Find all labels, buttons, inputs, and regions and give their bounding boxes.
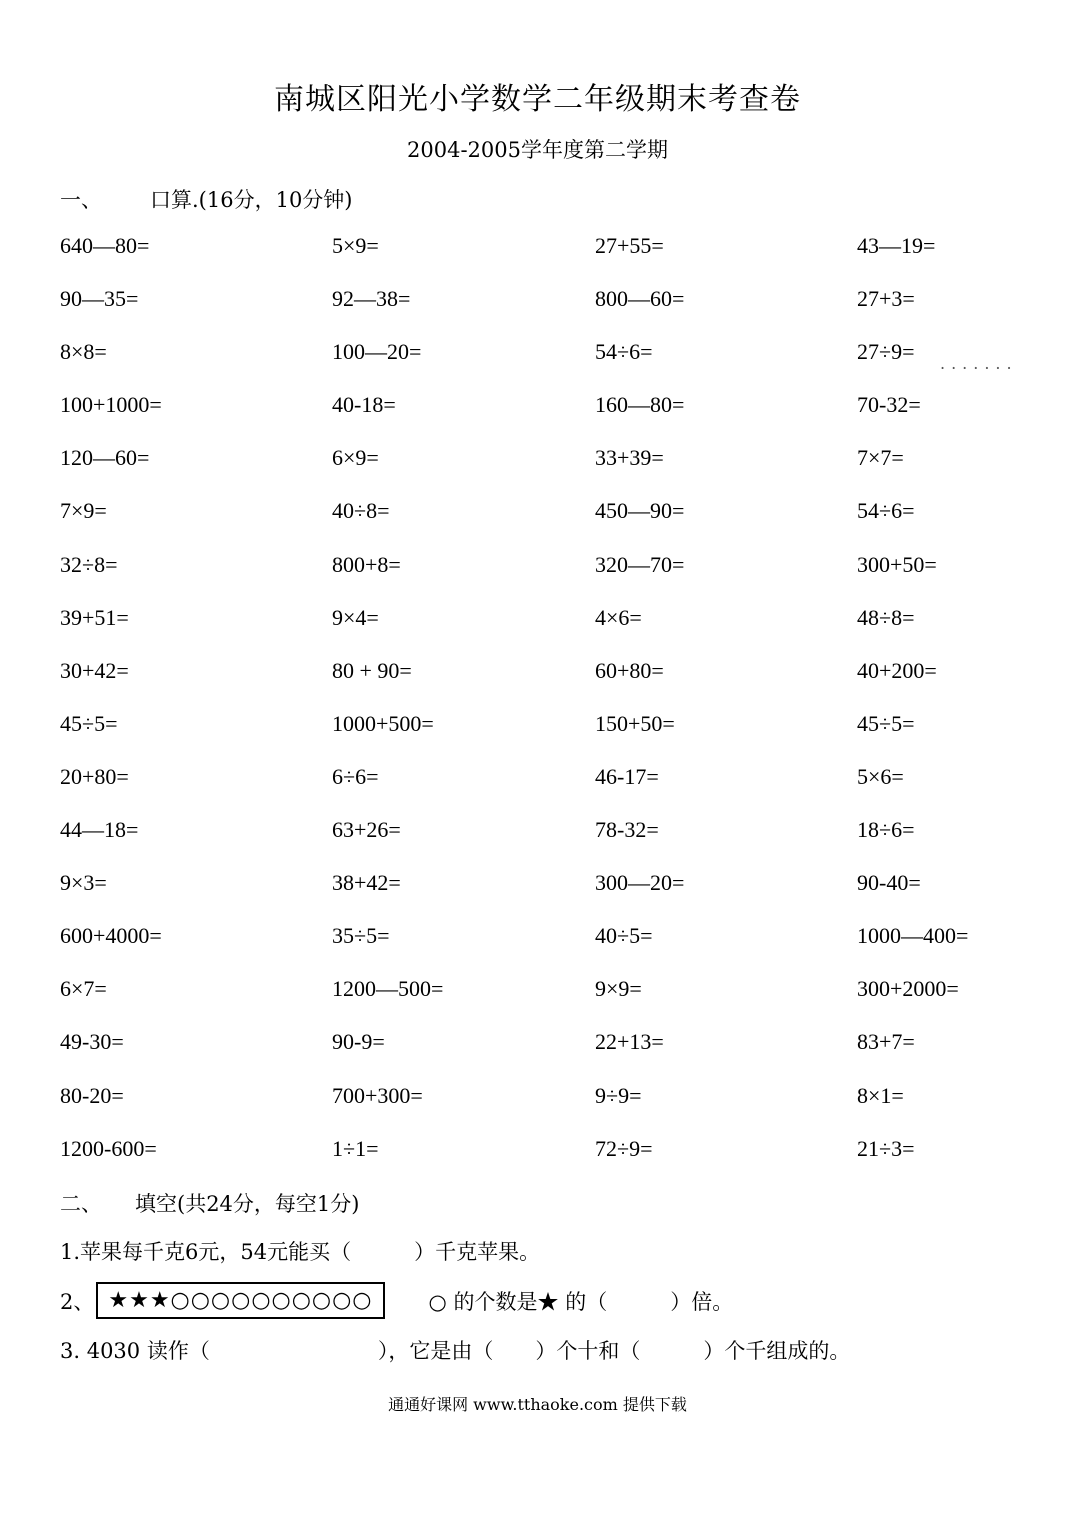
problem-cell: 49-30= xyxy=(60,1029,124,1055)
problem-cell: 46-17= xyxy=(595,763,659,789)
problem-cell: 7×7= xyxy=(857,445,904,471)
problem-cell: 45÷5= xyxy=(857,710,915,736)
problem-cell: 5×9= xyxy=(332,233,379,258)
problem-row xyxy=(60,1136,1050,1189)
problem-cell: 63+26= xyxy=(332,817,401,843)
problem-cell: 6×7= xyxy=(60,976,107,1002)
problem-row xyxy=(60,658,1050,711)
problem-row xyxy=(60,976,1050,1029)
section-1-heading xyxy=(60,184,353,214)
problem-cell: 83+7= xyxy=(857,1029,915,1055)
problem-cell: 27+3= xyxy=(857,286,915,312)
problem-cell: 27÷9= xyxy=(857,339,915,365)
arithmetic-grid xyxy=(60,233,1050,1189)
problem-cell: 30+42= xyxy=(60,657,129,683)
problem-row xyxy=(60,498,1050,551)
section-2-number: 二、 xyxy=(60,1192,102,1216)
problem-row xyxy=(60,339,1050,392)
problem-cell: 8×1= xyxy=(857,1082,904,1108)
problem-cell: 150+50= xyxy=(595,710,675,736)
section-1-number: 一、 xyxy=(60,188,102,212)
problem-row xyxy=(60,923,1050,976)
problem-cell: 40+200= xyxy=(857,657,937,683)
problem-cell: 44—18= xyxy=(60,817,139,843)
problem-cell: 6×9= xyxy=(332,445,379,471)
problem-cell: 700+300= xyxy=(332,1082,423,1108)
problem-row xyxy=(60,605,1050,658)
problem-cell: 450—90= xyxy=(595,498,685,524)
question-2-text: ○ 的个数是★ 的（ ）倍。 xyxy=(428,1289,734,1314)
problem-row xyxy=(60,1083,1050,1136)
problem-cell: 32÷8= xyxy=(60,551,118,577)
problem-cell: 640—80= xyxy=(60,233,150,258)
problem-cell: 48÷8= xyxy=(857,604,915,630)
problem-cell: 1000—400= xyxy=(857,923,969,949)
problem-cell: 1200—500= xyxy=(332,976,444,1002)
problem-cell: 40÷5= xyxy=(595,923,653,949)
problem-cell: 9×9= xyxy=(595,976,642,1002)
section-1-label: 口算.(16分，10分钟) xyxy=(150,188,353,212)
problem-cell: 39+51= xyxy=(60,604,129,630)
problem-cell: 100—20= xyxy=(332,339,422,365)
problem-cell: 90-9= xyxy=(332,1029,385,1055)
problem-row xyxy=(60,870,1050,923)
problem-cell: 40÷8= xyxy=(332,498,390,524)
problem-cell: 9×4= xyxy=(332,604,379,630)
problem-row xyxy=(60,711,1050,764)
problem-cell: 1÷1= xyxy=(332,1135,379,1161)
problem-cell: 8×8= xyxy=(60,339,107,365)
problem-cell: 800—60= xyxy=(595,286,685,312)
problem-cell: 600+4000= xyxy=(60,923,162,949)
problem-cell: 300+50= xyxy=(857,551,937,577)
problem-cell: 60+80= xyxy=(595,657,664,683)
problem-cell: 120—60= xyxy=(60,445,150,471)
problem-cell: 92—38= xyxy=(332,286,411,312)
problem-cell: 70-32= xyxy=(857,392,921,418)
problem-cell: 54÷6= xyxy=(857,498,915,524)
problem-cell: 1000+500= xyxy=(332,710,434,736)
problem-cell: 800+8= xyxy=(332,551,401,577)
problem-cell: 100+1000= xyxy=(60,392,162,418)
symbol-box: ★★★○○○○○○○○○○ xyxy=(96,1282,384,1319)
footer-credit: 通通好课网 www.tthaoke.com 提供下载 xyxy=(388,1395,687,1414)
question-3: 3. 4030 读作（ ），它是由（ ）个十和（ ）个千组成的。 xyxy=(60,1339,851,1363)
problem-cell: 80 + 90= xyxy=(332,657,412,683)
problem-cell: 22+13= xyxy=(595,1029,664,1055)
problem-cell: 5×6= xyxy=(857,763,904,789)
problem-cell: 7×9= xyxy=(60,498,107,524)
problem-cell: 72÷9= xyxy=(595,1135,653,1161)
page-subtitle: 2004-2005学年度第二学期 xyxy=(407,138,668,162)
problem-cell: 300—20= xyxy=(595,870,685,896)
problem-row xyxy=(60,817,1050,870)
problem-cell: 6÷6= xyxy=(332,763,379,789)
problem-cell: 21÷3= xyxy=(857,1135,915,1161)
problem-cell: 80-20= xyxy=(60,1082,124,1108)
problem-row xyxy=(60,764,1050,817)
question-2-prefix: 2、 xyxy=(60,1289,95,1314)
problem-cell: 300+2000= xyxy=(857,976,959,1002)
problem-cell: 38+42= xyxy=(332,870,401,896)
problem-row xyxy=(60,445,1050,498)
problem-row xyxy=(60,552,1050,605)
problem-cell: 9×3= xyxy=(60,870,107,896)
problem-cell: 9÷9= xyxy=(595,1082,642,1108)
problem-cell: 27+55= xyxy=(595,233,664,258)
problem-cell: 43—19= xyxy=(857,233,936,258)
page-title: 南城区阳光小学数学二年级期末考查卷 xyxy=(274,82,801,117)
problem-cell: 20+80= xyxy=(60,763,129,789)
problem-cell: 90—35= xyxy=(60,286,139,312)
problem-cell: 33+39= xyxy=(595,445,664,471)
problem-cell: 54÷6= xyxy=(595,339,653,365)
question-1: 1.苹果每千克6元，54元能买（ ）千克苹果。 xyxy=(60,1240,541,1264)
problem-row xyxy=(60,286,1050,339)
problem-cell: 160—80= xyxy=(595,392,685,418)
section-2-label: 填空(共24分，每空1分) xyxy=(135,1192,360,1216)
problem-cell: 4×6= xyxy=(595,604,642,630)
problem-cell: 35÷5= xyxy=(332,923,390,949)
dotted-leader: ....... xyxy=(940,354,1018,373)
problem-cell: 90-40= xyxy=(857,870,921,896)
problem-cell: 78-32= xyxy=(595,817,659,843)
problem-cell: 45÷5= xyxy=(60,710,118,736)
problem-cell: 320—70= xyxy=(595,551,685,577)
problem-cell: 18÷6= xyxy=(857,817,915,843)
question-2 xyxy=(60,1282,733,1319)
problem-row xyxy=(60,392,1050,445)
problem-row xyxy=(60,233,1050,286)
problem-row xyxy=(60,1029,1050,1082)
problem-cell: 1200-600= xyxy=(60,1135,157,1161)
problem-cell: 40-18= xyxy=(332,392,396,418)
section-2-heading xyxy=(60,1188,359,1218)
